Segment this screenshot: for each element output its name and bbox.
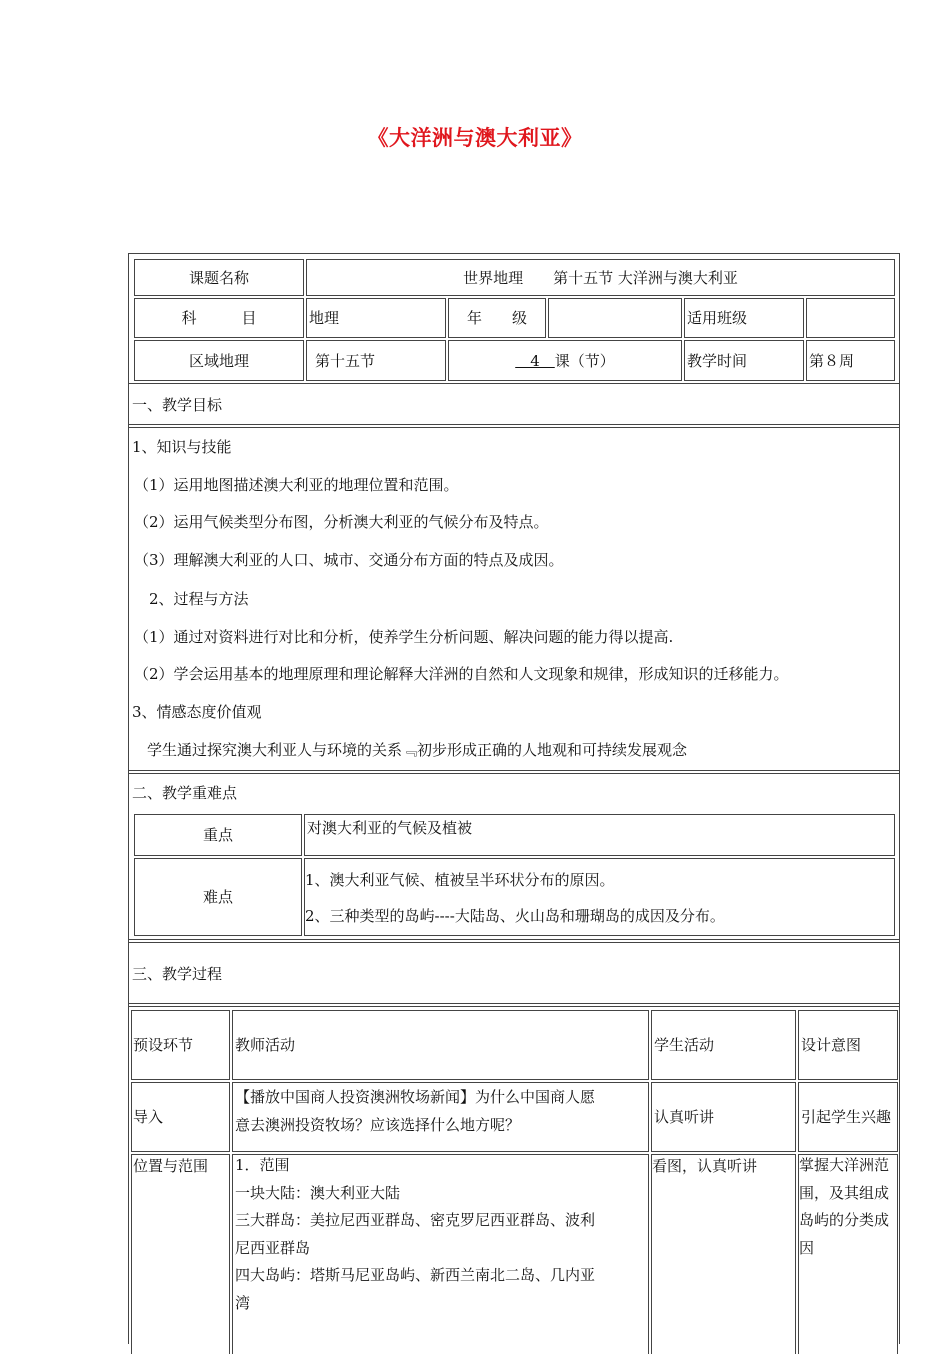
teacher-line: 三大群岛：美拉尼西亚群岛、密克罗尼西亚群岛、波利 bbox=[235, 1211, 596, 1229]
divider bbox=[129, 1003, 899, 1004]
objectives-heading: 一、教学目标 bbox=[132, 396, 223, 414]
topic-value: 世界地理 第十五节 大洋洲与澳大利亚 bbox=[306, 259, 895, 296]
class-value bbox=[806, 298, 895, 338]
teacher-line: 一块大陆：澳大利亚大陆 bbox=[235, 1183, 401, 1202]
row-stage-cell bbox=[131, 1154, 230, 1354]
process-header-student: 学生活动 bbox=[651, 1010, 796, 1080]
row-student: 看图，认真听讲 bbox=[652, 1157, 758, 1175]
row-intent: 引起学生兴趣 bbox=[798, 1082, 898, 1152]
lessons-number: 4 bbox=[515, 351, 555, 370]
keypoints-heading: 二、教学重难点 bbox=[132, 784, 238, 802]
objective-line: 3、情感态度价值观 bbox=[132, 703, 262, 721]
row-teacher-cell bbox=[232, 1154, 649, 1354]
divider bbox=[129, 942, 899, 943]
row-student: 认真听讲 bbox=[651, 1082, 796, 1152]
row-student-cell bbox=[651, 1154, 796, 1354]
lessons-unit: 课（节） bbox=[554, 351, 615, 370]
teacher-line: 湾 bbox=[235, 1293, 251, 1312]
key-label: 重点 bbox=[134, 814, 302, 856]
objective-line: 2、过程与方法 bbox=[134, 590, 249, 608]
divider bbox=[129, 939, 899, 940]
difficult-cell bbox=[304, 858, 895, 936]
divider bbox=[129, 1006, 899, 1007]
section-cell: 第十五节 bbox=[306, 340, 446, 381]
row-intent-cell bbox=[798, 1154, 898, 1354]
difficult-line: 2、三种类型的岛屿----大陆岛、火山岛和珊瑚岛的成因及分布。 bbox=[305, 907, 725, 925]
process-header-intent: 设计意图 bbox=[798, 1010, 898, 1080]
divider bbox=[129, 773, 899, 774]
divider bbox=[129, 383, 899, 384]
document-title: 《大洋洲与澳大利亚》 bbox=[367, 126, 583, 150]
intent-line: 岛屿的分类成 bbox=[799, 1211, 890, 1229]
objective-line: 学生通过探究澳大利亚人与环境的关系﹃初步形成正确的人地观和可持续发展观念 bbox=[132, 741, 688, 759]
objective-line: （2）学会运用基本的地理原理和理论解释大洋洲的自然和人文现象和规律，形成知识的迁移能力。 bbox=[134, 665, 789, 683]
divider bbox=[129, 424, 899, 425]
divider bbox=[129, 427, 899, 428]
row-stage: 导入 bbox=[131, 1082, 230, 1152]
teacher-line: 1．范围 bbox=[235, 1156, 290, 1174]
grade-value bbox=[548, 298, 682, 338]
key-text: 对澳大利亚的气候及植被 bbox=[304, 814, 895, 856]
subject-label: 科 目 bbox=[134, 298, 304, 338]
row-stage: 位置与范围 bbox=[133, 1157, 209, 1175]
intent-line: 掌握大洋洲范 bbox=[799, 1156, 890, 1174]
difficult-label: 难点 bbox=[134, 858, 302, 936]
process-header-stage: 预设环节 bbox=[131, 1010, 230, 1080]
teacher-line: 四大岛屿：塔斯马尼亚岛屿、新西兰南北二岛、几内亚 bbox=[235, 1266, 596, 1284]
intent-line: 围，及其组成 bbox=[799, 1183, 890, 1202]
intent-line: 因 bbox=[799, 1238, 815, 1257]
difficult-line: 1、澳大利亚气候、植被呈半环状分布的原因。 bbox=[305, 871, 615, 889]
lessons-cell bbox=[448, 340, 682, 381]
teacher-line: 尼西亚群岛 bbox=[235, 1238, 311, 1257]
area-cell: 区域地理 bbox=[134, 340, 304, 381]
objective-line: （1）通过对资料进行对比和分析，使养学生分析问题、解决问题的能力得以提高. bbox=[134, 628, 674, 646]
topic-label: 课题名称 bbox=[134, 259, 304, 296]
row-teacher-cell bbox=[232, 1082, 649, 1152]
teacher-line: 意去澳洲投资牧场？应该选择什么地方呢？ bbox=[235, 1115, 521, 1134]
divider bbox=[129, 770, 899, 771]
objective-line: 1、知识与技能 bbox=[132, 438, 232, 456]
teacher-line: 【播放中国商人投资澳洲牧场新闻】为什么中国商人愿 bbox=[235, 1088, 596, 1106]
time-value: 第８周 bbox=[806, 340, 895, 381]
process-header-teacher: 教师活动 bbox=[232, 1010, 649, 1080]
time-label: 教学时间 bbox=[684, 340, 804, 381]
process-heading: 三、教学过程 bbox=[132, 965, 223, 983]
objective-line: （2）运用气候类型分布图，分析澳大利亚的气候分布及特点。 bbox=[134, 513, 549, 531]
class-label: 适用班级 bbox=[684, 298, 804, 338]
objective-line: （3）理解澳大利亚的人口、城市、交通分布方面的特点及成因。 bbox=[134, 551, 564, 569]
grade-label: 年 级 bbox=[448, 298, 546, 338]
objective-line: （1）运用地图描述澳大利亚的地理位置和范围。 bbox=[134, 476, 459, 494]
subject-value: 地理 bbox=[306, 298, 446, 338]
